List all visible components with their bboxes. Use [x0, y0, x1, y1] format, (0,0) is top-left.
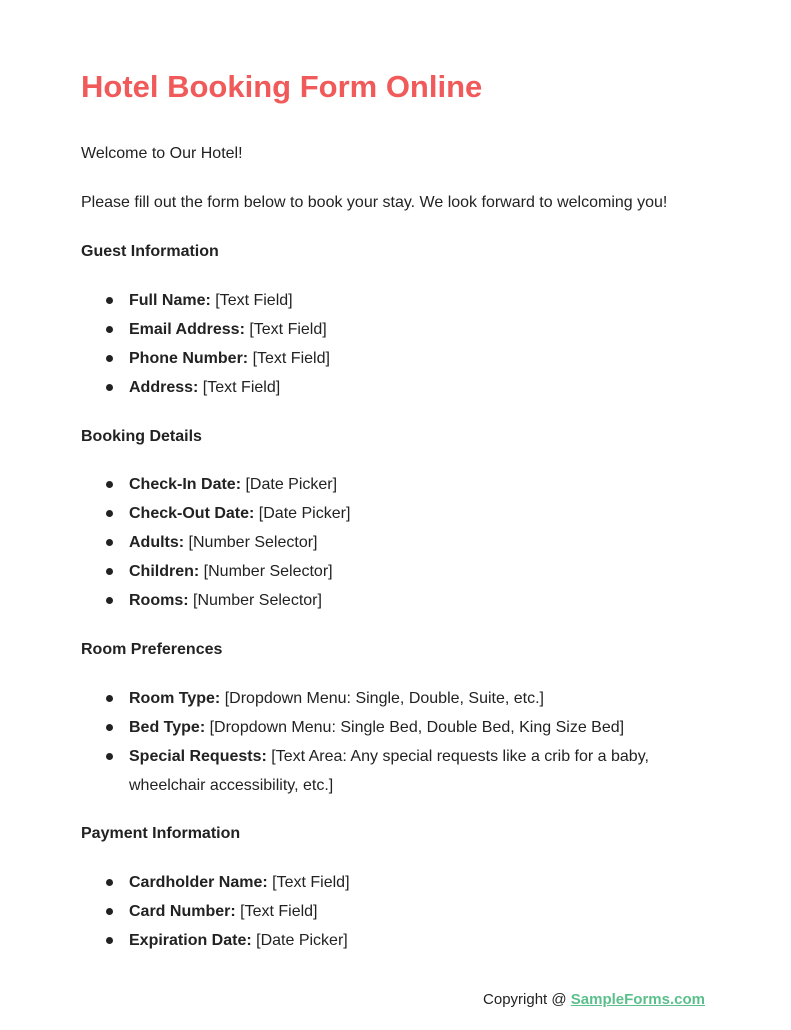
- field-label: Check-Out Date:: [129, 505, 255, 522]
- field-value: [Number Selector]: [188, 592, 322, 609]
- field-label: Special Requests:: [129, 748, 267, 765]
- field-label: Children:: [129, 563, 200, 580]
- bullet-icon: [106, 326, 113, 333]
- list-item: [81, 344, 681, 373]
- booking-details-list: [81, 470, 681, 615]
- copyright-footer: [483, 990, 705, 1010]
- section-heading-booking-details: Booking Details: [81, 428, 202, 445]
- field-label: Adults:: [129, 534, 185, 551]
- list-item: [81, 528, 681, 557]
- bullet-icon: [106, 297, 113, 304]
- bullet-icon: [106, 568, 113, 575]
- field-value: [Date Picker]: [251, 932, 348, 949]
- list-item: [81, 742, 681, 800]
- field-label: Phone Number:: [129, 350, 249, 367]
- list-item: [81, 684, 681, 713]
- field-value: [Text Field]: [210, 292, 293, 309]
- field-value: [Date Picker]: [254, 505, 351, 522]
- field-label: Address:: [129, 379, 199, 396]
- guest-information-list: [81, 286, 681, 402]
- field-label: Expiration Date:: [129, 932, 252, 949]
- field-value: [Text Area: Any special requests like a crib for a baby, wheelchair accessibility, etc.]: [129, 748, 649, 794]
- field-value: [Dropdown Menu: Single Bed, Double Bed, King Size Bed]: [205, 719, 625, 736]
- bullet-icon: [106, 597, 113, 604]
- field-value: [Text Field]: [244, 321, 327, 338]
- room-preferences-list: [81, 684, 681, 800]
- list-item: [81, 470, 681, 499]
- bullet-icon: [106, 510, 113, 517]
- bullet-icon: [106, 384, 113, 391]
- sampleforms-link[interactable]: SampleForms.com: [570, 991, 705, 1008]
- list-item: [81, 926, 681, 955]
- list-item: [81, 286, 681, 315]
- welcome-text: Welcome to Our Hotel!: [81, 145, 243, 162]
- field-value: [Text Field]: [235, 903, 318, 920]
- intro-text: Please fill out the form below to book your stay. We look forward to welcoming you!: [81, 194, 668, 211]
- field-value: [Date Picker]: [241, 476, 338, 493]
- section-heading-guest-information: Guest Information: [81, 243, 219, 260]
- field-value: [Text Field]: [248, 350, 330, 367]
- field-label: Bed Type:: [129, 719, 206, 736]
- bullet-icon: [106, 908, 113, 915]
- field-value: [Number Selector]: [184, 534, 318, 551]
- field-label: Card Number:: [129, 903, 236, 920]
- bullet-icon: [106, 753, 113, 760]
- section-heading-room-preferences: Room Preferences: [81, 641, 223, 658]
- bullet-icon: [106, 481, 113, 488]
- field-label: Full Name:: [129, 292, 211, 309]
- field-label: Rooms:: [129, 592, 189, 609]
- bullet-icon: [106, 724, 113, 731]
- bullet-icon: [106, 539, 113, 546]
- bullet-icon: [106, 355, 113, 362]
- list-item: [81, 557, 681, 586]
- bullet-icon: [106, 937, 113, 944]
- bullet-icon: [106, 879, 113, 886]
- field-label: Room Type:: [129, 690, 221, 707]
- page-title: Hotel Booking Form Online: [81, 69, 483, 104]
- list-item: [81, 373, 681, 402]
- field-label: Check-In Date:: [129, 476, 242, 493]
- field-value: [Dropdown Menu: Single, Double, Suite, etc.]: [220, 690, 544, 707]
- bullet-icon: [106, 695, 113, 702]
- field-value: [Text Field]: [267, 874, 350, 891]
- list-item: [81, 897, 681, 926]
- list-item: [81, 315, 681, 344]
- field-label: Cardholder Name:: [129, 874, 268, 891]
- field-label: Email Address:: [129, 321, 245, 338]
- copyright-text: Copyright @: [483, 991, 571, 1008]
- list-item: [81, 586, 681, 615]
- field-value: [Text Field]: [198, 379, 281, 396]
- section-heading-payment-information: Payment Information: [81, 825, 241, 842]
- list-item: [81, 713, 681, 742]
- field-value: [Number Selector]: [199, 563, 333, 580]
- list-item: [81, 499, 681, 528]
- list-item: [81, 868, 681, 897]
- payment-information-list: [81, 868, 681, 955]
